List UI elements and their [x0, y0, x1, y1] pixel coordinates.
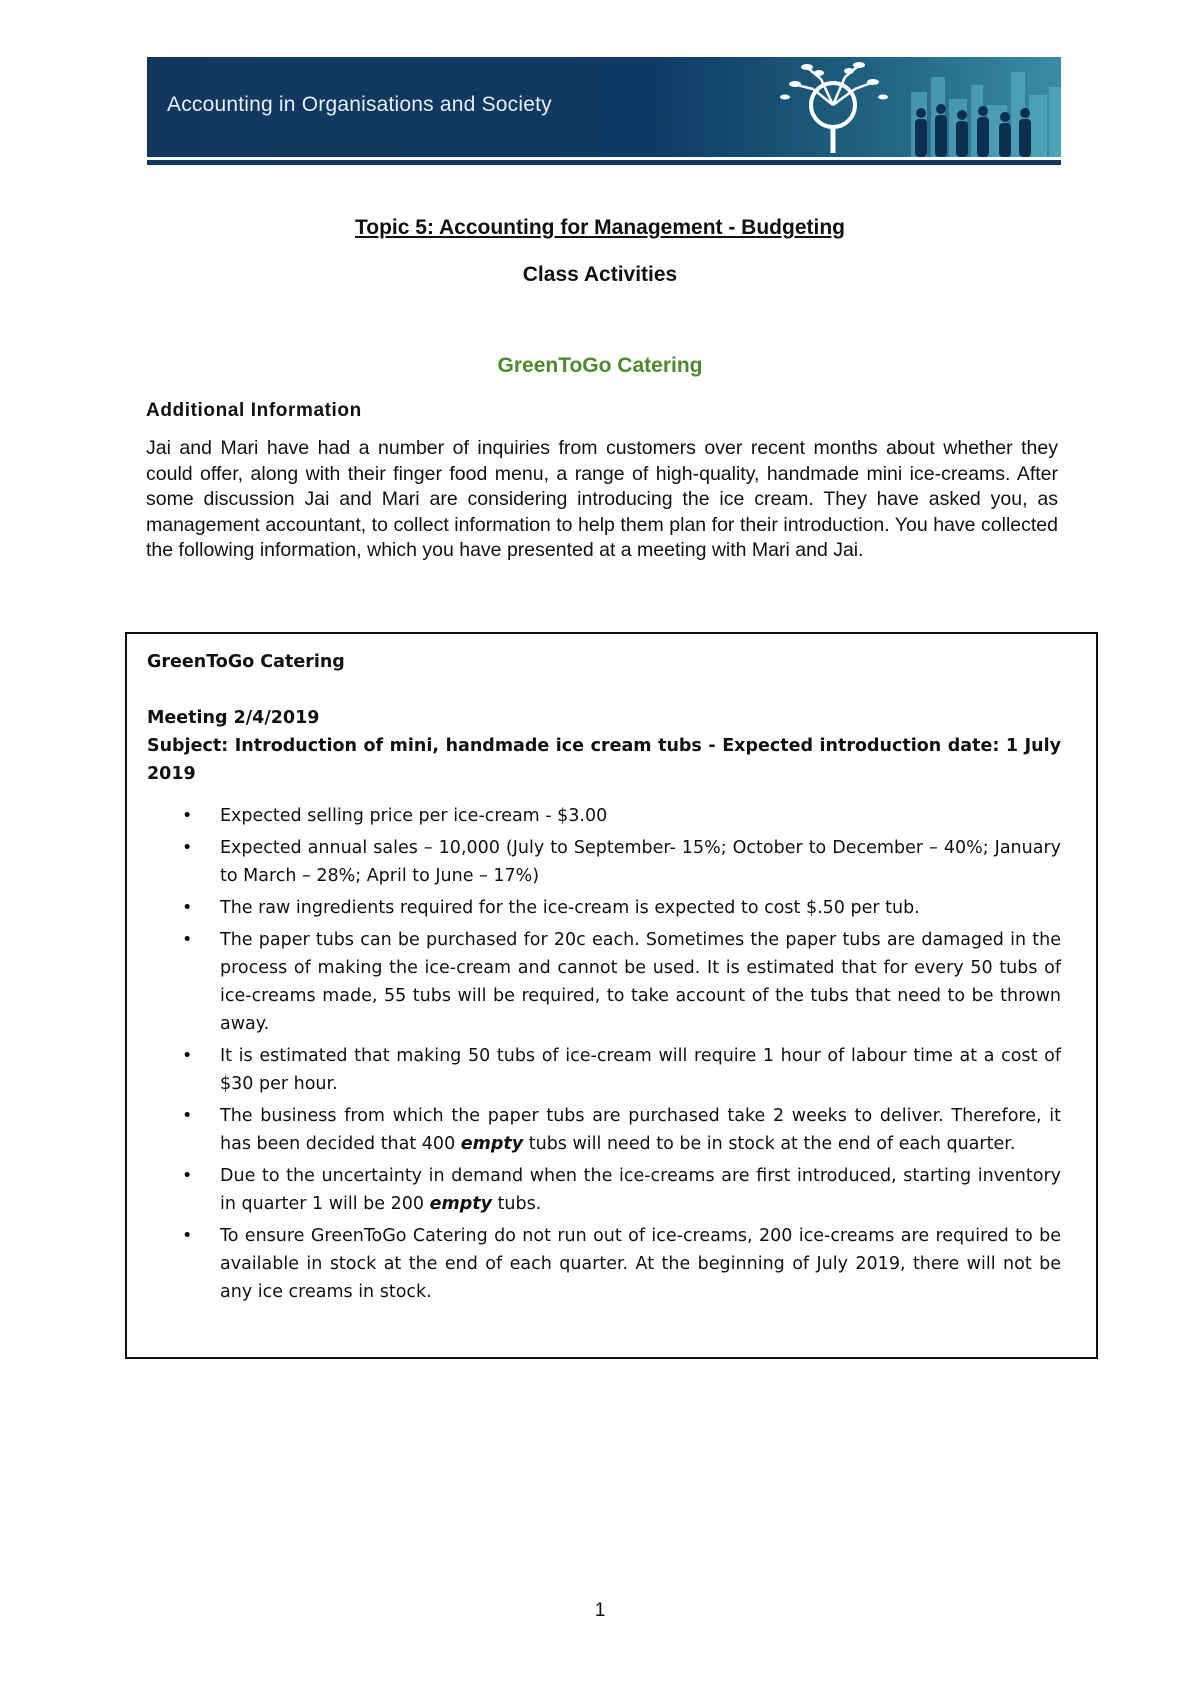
bullet-icon: •: [182, 806, 193, 826]
course-title: Accounting in Organisations and Society: [167, 93, 552, 116]
bullet-icon: •: [182, 1046, 193, 1066]
memo-company: GreenToGo Catering: [147, 652, 345, 672]
header-rule: [147, 160, 1061, 165]
list-item: • The business from which the paper tubs are purchased take 2 weeks to deliver. Therefore, it has been decided that 400 empty tubs will need to be in stock at the end of each quarter.: [147, 1102, 1061, 1158]
meeting-memo-box: [125, 632, 1098, 1359]
bullet-icon: •: [182, 1166, 193, 1186]
page-title: Topic 5: Accounting for Management - Budgeting: [355, 216, 845, 239]
list-item: • The raw ingredients required for the ice-cream is expected to cost $.50 per tub.: [147, 894, 1061, 922]
emphasis-empty: empty: [460, 1134, 524, 1154]
memo-subject: Subject: Introduction of mini, handmade ice cream tubs - Expected introduction date: 1 July 2019: [147, 736, 1061, 784]
list-item: • Expected selling price per ice-cream - $3.00: [147, 802, 1061, 830]
bullet-icon: •: [182, 1226, 193, 1246]
bullet-icon: •: [182, 1106, 193, 1126]
list-item: • Due to the uncertainty in demand when the ice-creams are first introduced, starting inventory in quarter 1 will be 200 empty tubs.: [147, 1162, 1061, 1218]
list-item: • Expected annual sales – 10,000 (July to September- 15%; October to December – 40%; January to March – 28%; April to June – 17%): [147, 834, 1061, 890]
bullet-icon: •: [182, 838, 193, 858]
list-item: • To ensure GreenToGo Catering do not run out of ice-creams, 200 ice-creams are required to be available in stock at the end of each quarter. At the beginning of July 2019, there will not be any ice creams in stock.: [147, 1222, 1061, 1306]
memo-bullet-list: [147, 802, 1061, 1306]
tree-magnifier-city-icon: [761, 57, 1061, 157]
bullet-icon: •: [182, 930, 193, 950]
memo-meeting-date: Meeting 2/4/2019: [147, 708, 320, 728]
page-subtitle: Class Activities: [522, 263, 678, 286]
section-heading: Additional Information: [146, 400, 362, 421]
list-item: • The paper tubs can be purchased for 20c each. Sometimes the paper tubs are damaged in the process of making the ice-cream and cannot be used. It is estimated that for every 50 tubs of ice-creams made, 55 tubs will be required, to take account of the tubs that need to be thrown away.: [147, 926, 1061, 1038]
list-item: • It is estimated that making 50 tubs of ice-cream will require 1 hour of labour time at a cost of $30 per hour.: [147, 1042, 1061, 1098]
company-heading: GreenToGo Catering: [497, 354, 703, 377]
intro-paragraph: Jai and Mari have had a number of inquiries from customers over recent months about whether they could offer, along with their finger food menu, a range of high-quality, handmade mini ice-creams. After some discussion Jai and Mari are considering introducing the ice cream. They have asked you, as management accountant, to collect information to help them plan for their introduction. You have collected the following information, which you have presented at a meeting with Mari and Jai.: [146, 437, 1058, 561]
emphasis-empty: empty: [429, 1194, 492, 1214]
header-banner: [147, 57, 1061, 157]
page-number: 1: [594, 1600, 606, 1621]
bullet-icon: •: [182, 898, 193, 918]
